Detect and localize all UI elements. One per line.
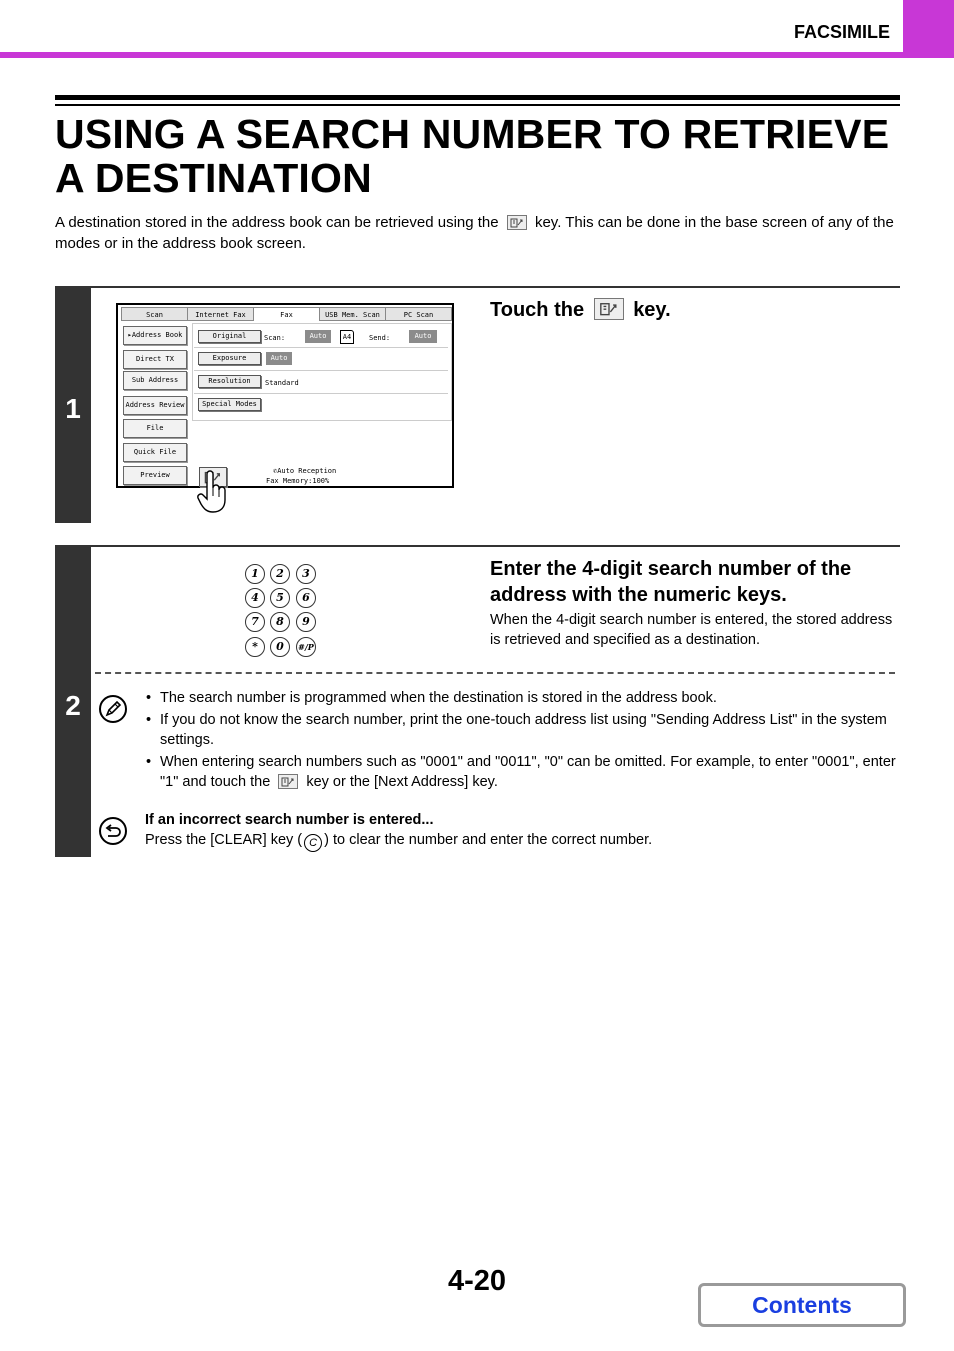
search-number-key-icon [594, 298, 624, 320]
settings-divider [194, 370, 448, 371]
step1-top-rule [55, 286, 900, 288]
incorrect-number-note [145, 810, 895, 852]
keypad-key-0[interactable]: 0 [270, 637, 290, 657]
tab-scan[interactable]: Scan [121, 307, 188, 321]
page-title: USING A SEARCH NUMBER TO RETRIEVE A DESTINATION [55, 111, 890, 201]
quick-file-button[interactable]: Quick File [123, 443, 187, 462]
step2-number: 2 [65, 690, 81, 721]
file-button[interactable]: File [123, 419, 187, 438]
address-review-button[interactable]: Address Review [123, 396, 187, 415]
return-arrow-icon [99, 817, 127, 845]
header-accent-line [0, 52, 954, 58]
keypad-key-3[interactable]: 3 [296, 564, 316, 584]
step1-heading-after: key. [633, 299, 671, 321]
keypad-key-1[interactable]: 1 [245, 564, 265, 584]
original-button[interactable]: Original [198, 330, 261, 343]
special-modes-button[interactable]: Special Modes [198, 398, 261, 411]
settings-divider [194, 393, 448, 394]
page-number: 4-20 [448, 1265, 507, 1297]
step2-heading: Enter the 4-digit search number of the address with the numeric keys. [490, 558, 852, 606]
intro-paragraph [55, 212, 905, 254]
scan-value: Auto [305, 330, 331, 343]
notes-list [146, 688, 896, 794]
preview-button[interactable]: Preview [123, 466, 187, 485]
numeric-keypad [245, 564, 325, 660]
send-value: Auto [409, 330, 437, 343]
reception-label: Auto Reception [277, 467, 337, 475]
clear-key-icon: C [304, 834, 322, 852]
fax-memory-status: Fax Memory:100% [266, 477, 330, 485]
keypad-key-7[interactable]: 7 [245, 612, 265, 632]
step2-top-rule [55, 545, 900, 547]
fax-base-screen [116, 303, 454, 488]
keypad-key-9[interactable]: 9 [296, 612, 316, 632]
paper-size: A4 [340, 330, 354, 344]
tab-internet-fax[interactable]: Internet Fax [187, 307, 254, 321]
search-number-key-icon [278, 774, 298, 789]
header-accent-tab [903, 0, 954, 58]
note3-after: key or the [Next Address] key. [306, 774, 498, 790]
step1-heading-before: Touch the [490, 299, 585, 321]
title-rule-thick [55, 95, 900, 100]
settings-divider [194, 347, 448, 348]
resolution-value: Standard [265, 379, 299, 387]
exposure-value: Auto [266, 352, 292, 365]
note-item [146, 752, 896, 792]
step2-body: When the 4-digit search number is entered, the stored address is retrieved and specified as a destination. [490, 612, 893, 648]
reception-status: ✆Auto Reception [273, 467, 337, 475]
search-number-key-icon [507, 215, 527, 230]
keypad-key-5[interactable]: 5 [270, 588, 290, 608]
tab-usb-mem-scan[interactable]: USB Mem. Scan [319, 307, 386, 321]
intro-text-before: A destination stored in the address book can be retrieved using the [55, 214, 499, 231]
keypad-key-2[interactable]: 2 [270, 564, 290, 584]
incorrect-note-title: If an incorrect search number is entered... [145, 812, 434, 828]
incorrect-note-body [145, 830, 895, 852]
pointing-hand-icon [197, 470, 231, 514]
address-book-label: Address Book [131, 331, 183, 339]
tab-fax[interactable]: Fax [253, 307, 320, 321]
keypad-key-4[interactable]: 4 [245, 588, 265, 608]
section-title: FACSIMILE [793, 22, 890, 42]
step1-number: 1 [65, 393, 81, 424]
keypad-key-star[interactable]: * [245, 637, 265, 657]
keypad-key-6[interactable]: 6 [296, 588, 316, 608]
tab-pc-scan[interactable]: PC Scan [385, 307, 452, 321]
dashed-divider [95, 672, 895, 674]
address-book-button[interactable]: ▸Address Book [123, 326, 187, 345]
note3-before: When entering search numbers such as "0001" and "0011", "0" can be omitted. For example, to enter "0001", enter "1" and touch the [160, 754, 896, 790]
note-item: • The search number is programmed when the destination is stored in the address book. [146, 688, 896, 708]
contents-button[interactable]: Contents [698, 1283, 906, 1327]
resolution-button[interactable]: Resolution [198, 375, 261, 388]
intro-text-after: key. This can be done in the base screen of any of the modes or in the address book screen. [55, 214, 894, 252]
incorrect-note-before: Press the [CLEAR] key ( [145, 832, 303, 848]
send-label: Send: [369, 334, 391, 342]
step1-heading [490, 297, 671, 323]
sub-address-button[interactable]: Sub Address [123, 371, 187, 390]
keypad-key-hash-p[interactable]: #/P [296, 637, 316, 657]
pencil-note-icon [99, 695, 127, 723]
incorrect-note-after: ) to clear the number and enter the correct number. [324, 832, 653, 848]
exposure-button[interactable]: Exposure [198, 352, 261, 365]
direct-tx-button[interactable]: Direct TX [123, 350, 187, 369]
title-rule-thin [55, 104, 900, 106]
scan-label: Scan: [264, 334, 286, 342]
keypad-key-8[interactable]: 8 [270, 612, 290, 632]
note-item: • If you do not know the search number, print the one-touch address list using "Sending Address List" in the system settings. [146, 710, 896, 750]
